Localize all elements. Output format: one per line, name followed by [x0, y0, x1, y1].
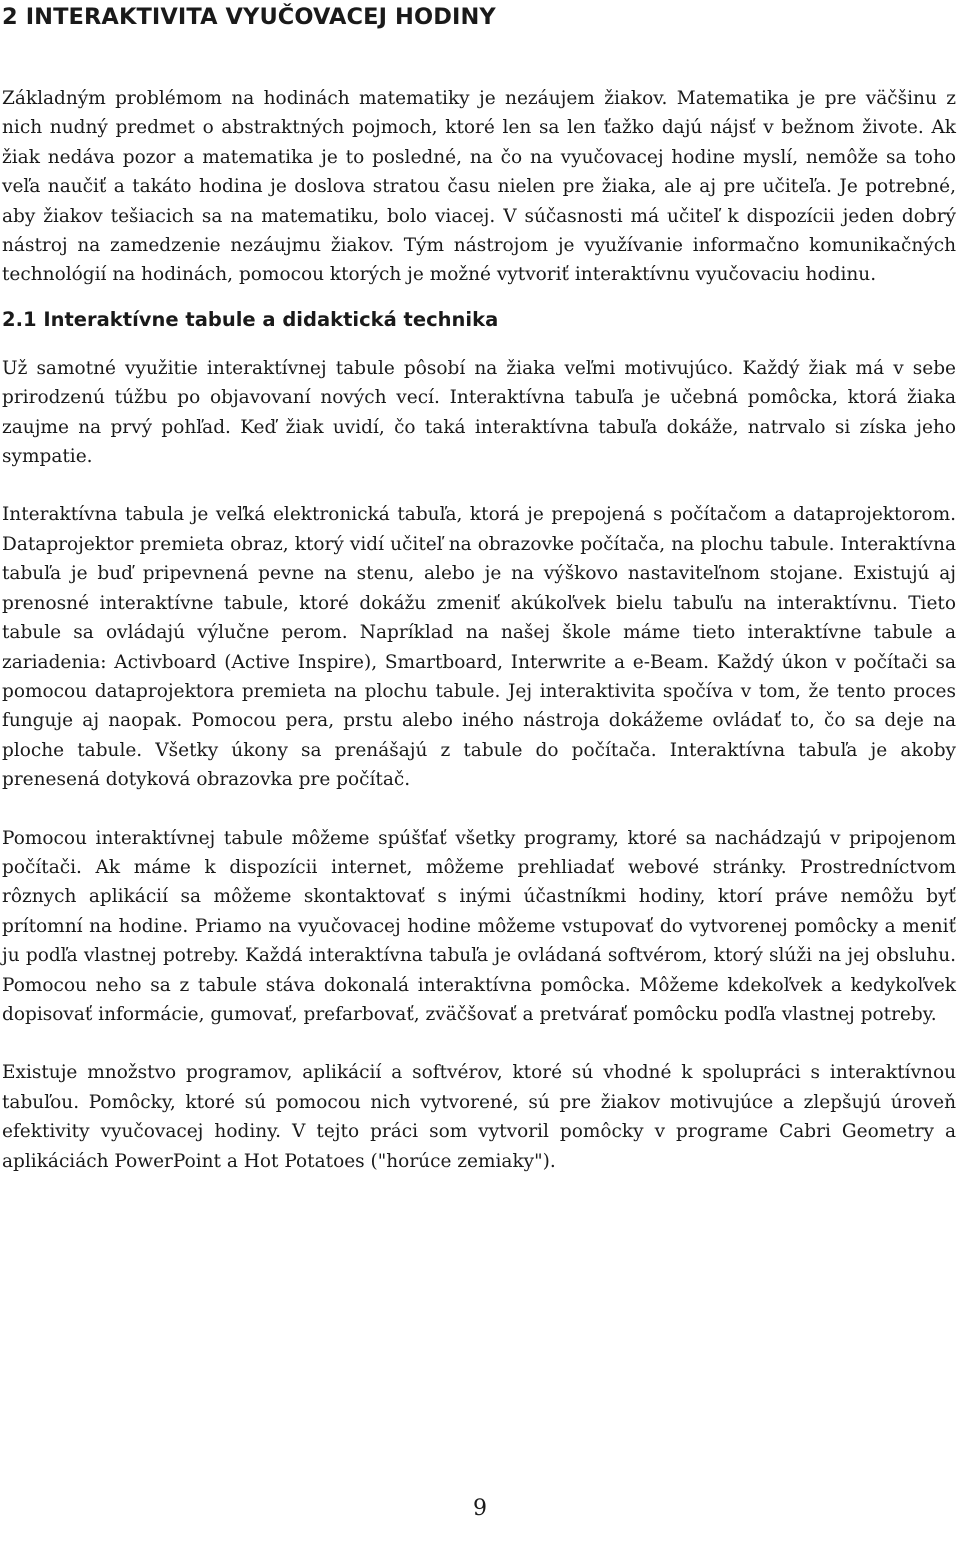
- intro-paragraph: Základným problémom na hodinách matematiky je nezáujem žiakov. Matematika je pre väčšinu z nich nudný predmet o abstraktných pojmoch, ktoré len sa len ťažko dajú nájsť v bežnom živote. Ak žiak nedáva pozor a matematika je to posledné, na čo na vyučovacej hodine myslí, nemôže sa toho veľa naučiť a takáto hodina je doslova stratou času nielen pre žiaka, ale aj pre učiteľa. Je potrebné, aby žiakov tešiacich sa na matematiku, bolo viacej. V súčasnosti má učiteľ k dispozícii jeden dobrý nástroj na zamedzenie nezáujmu žiakov. Tým nástrojom je využívanie informačno komunikačných technológií na hodinách, pomocou ktorých je možné vytvoriť interaktívnu vyučovaciu hodinu.: [2, 88, 956, 286]
- paragraph-motivation: Už samotné využitie interaktívnej tabule pôsobí na žiaka veľmi motivujúco. Každý žiak má v sebe prirodzenú túžbu po objavovaní nových vecí. Interaktívna tabuľa je učebná pomôcka, ktorá žiaka zaujme na prvý pohľad. Keď žiak uvidí, čo taká interaktívna tabuľa dokáže, natrvalo si získa jeho sympatie.: [2, 357, 956, 468]
- section-title: 2.1 Interaktívne tabule a didaktická technika: [2, 307, 499, 331]
- paragraph-software: Existuje množstvo programov, aplikácií a softvérov, ktoré sú vhodné k spolupráci s interaktívnou tabuľou. Pomôcky, ktoré sú pomocou nich vytvorené, sú pre žiakov motivujúce a zlepšujú úroveň efektivity vyučovacej hodiny. V tejto práci som vytvoril pomôcky v programe Cabri Geometry a aplikáciách PowerPoint a Hot Potatoes ("horúce zemiaky").: [2, 1062, 956, 1172]
- page-number: 9: [473, 1496, 487, 1521]
- paragraph-definition: Interaktívna tabula je veľká elektronická tabuľa, ktorá je prepojená s počítačom a dataprojektorom. Dataprojektor premieta obraz, ktorý vidí učiteľ na obrazovke počítača, na plochu tabule. Interaktívna tabuľa je buď pripevnená pevne na stenu, alebo je na výškovo nastaviteľnom stojane. Existujú aj prenosné interaktívne tabule, ktoré dokážu zmeniť akúkoľvek bielu tabuľu na interaktívnu. Tieto tabule sa ovládajú výlučne perom. Napríklad na našej škole máme tieto interaktívne tabule a zariadenia: Activboard (Active Inspire), Smartboard, Interwrite a e-Beam. Každý úkon v počítači sa pomocou dataprojektora premieta na plochu tabule. Jej interaktivita spočíva v tom, že tento proces funguje aj naopak. Pomocou pera, prstu alebo iného nástroja dokážeme ovládať to, čo sa deje na ploche tabule. Všetky úkony sa prenášajú z tabule do počítača. Interaktívna tabuľa je akoby prenesená dotyková obrazovka pre počítač.: [2, 504, 956, 791]
- chapter-title: 2 INTERAKTIVITA VYUČOVACEJ HODINY: [2, 4, 496, 30]
- paragraph-usage: Pomocou interaktívnej tabule môžeme spúšťať všetky programy, ktoré sa nachádzajú v pripojenom počítači. Ak máme k dispozícii internet, môžeme prehliadať webové stránky. Prostredníctvom rôznych aplikácií sa môžeme skontaktovať s inými účastníkmi hodiny, ktorí práve nemôžu byť prítomní na hodine. Priamo na vyučovacej hodine môžeme vstupovať do vytvorenej pomôcky a meniť ju podľa vlastnej potreby. Každá interaktívna tabuľa je ovládaná softvérom, ktorý slúži na jej obsluhu. Pomocou neho sa z tabule stáva dokonalá interaktívna pomôcka. Môžeme kdekoľvek a kedykoľvek dopisovať informácie, gumovať, prefarbovať, zväčšovať a pretvárať pomôcku podľa vlastnej potreby.: [2, 827, 956, 1025]
